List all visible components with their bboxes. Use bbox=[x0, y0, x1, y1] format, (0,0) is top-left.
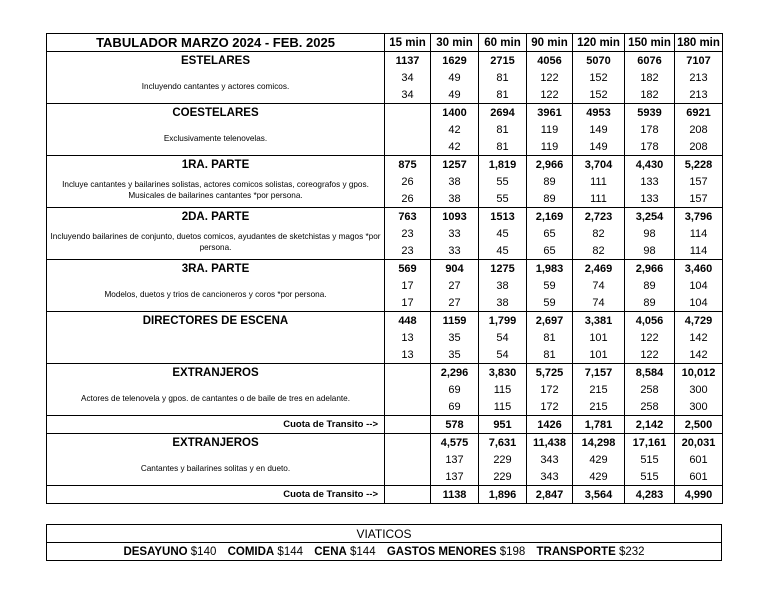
category-name: 1RA. PARTE bbox=[47, 156, 385, 174]
cuota-row bbox=[47, 486, 723, 504]
cuota-cell: 1138 bbox=[431, 486, 479, 504]
rate-cell: 5939 bbox=[625, 104, 675, 122]
table-row bbox=[47, 156, 723, 174]
rate-cell: 111 bbox=[573, 190, 625, 208]
rate-cell: 122 bbox=[625, 329, 675, 346]
rate-cell: 1,799 bbox=[479, 312, 527, 330]
cuota-cell bbox=[385, 486, 431, 504]
cuota-cell bbox=[385, 416, 431, 434]
duration-header: 30 min bbox=[431, 34, 479, 52]
table-row bbox=[47, 173, 723, 190]
rate-cell: 515 bbox=[625, 451, 675, 468]
rate-cell: 119 bbox=[527, 121, 573, 138]
rate-cell: 49 bbox=[431, 69, 479, 86]
rate-cell bbox=[385, 364, 431, 382]
viatico-amount: $232 bbox=[618, 545, 645, 558]
category-name: 2DA. PARTE bbox=[47, 208, 385, 226]
rate-cell: 4953 bbox=[573, 104, 625, 122]
header-row bbox=[47, 34, 723, 52]
cuota-cell: 2,142 bbox=[625, 416, 675, 434]
rate-cell: 2715 bbox=[479, 52, 527, 70]
rate-cell: 1257 bbox=[431, 156, 479, 174]
viaticos-table bbox=[46, 524, 722, 561]
rate-cell: 23 bbox=[385, 242, 431, 260]
rate-cell: 300 bbox=[675, 381, 723, 398]
rate-cell: 213 bbox=[675, 86, 723, 104]
rate-cell: 81 bbox=[479, 121, 527, 138]
table-row bbox=[47, 121, 723, 138]
rate-cell: 38 bbox=[479, 277, 527, 294]
table-row bbox=[47, 260, 723, 278]
rate-cell: 89 bbox=[527, 190, 573, 208]
rate-cell: 569 bbox=[385, 260, 431, 278]
rate-cell: 2,966 bbox=[527, 156, 573, 174]
rate-cell: 208 bbox=[675, 121, 723, 138]
rate-cell: 122 bbox=[625, 346, 675, 364]
category-description: Cantantes y bailarines solitas y en dueto. bbox=[47, 451, 385, 486]
category-name: EXTRANJEROS bbox=[47, 434, 385, 452]
rate-cell: 213 bbox=[675, 69, 723, 86]
table-row bbox=[47, 69, 723, 86]
rate-cell bbox=[385, 398, 431, 416]
cuota-cell: 3,564 bbox=[573, 486, 625, 504]
rate-cell: 17,161 bbox=[625, 434, 675, 452]
rate-cell: 111 bbox=[573, 173, 625, 190]
rate-cell: 3,381 bbox=[573, 312, 625, 330]
rate-cell: 137 bbox=[431, 451, 479, 468]
category-description: Incluyendo cantantes y actores comicos. bbox=[47, 69, 385, 104]
rate-cell: 343 bbox=[527, 468, 573, 486]
rate-cell bbox=[385, 381, 431, 398]
rate-cell: 1275 bbox=[479, 260, 527, 278]
rate-cell: 182 bbox=[625, 69, 675, 86]
cuota-cell: 4,283 bbox=[625, 486, 675, 504]
category-name: DIRECTORES DE ESCENA bbox=[47, 312, 385, 330]
rate-cell: 2,697 bbox=[527, 312, 573, 330]
cuota-label: Cuota de Transito --> bbox=[47, 486, 385, 504]
cuota-row bbox=[47, 416, 723, 434]
viatico-label: GASTOS MENORES bbox=[386, 545, 497, 558]
rate-cell: 448 bbox=[385, 312, 431, 330]
table-row bbox=[47, 434, 723, 452]
cuota-label: Cuota de Transito --> bbox=[47, 416, 385, 434]
rate-cell: 55 bbox=[479, 173, 527, 190]
rates-table bbox=[46, 33, 723, 504]
rate-cell: 114 bbox=[675, 225, 723, 242]
category-description bbox=[47, 329, 385, 364]
rate-cell: 81 bbox=[479, 138, 527, 156]
rate-cell: 98 bbox=[625, 242, 675, 260]
duration-header: 150 min bbox=[625, 34, 675, 52]
rate-cell bbox=[385, 434, 431, 452]
viatico-label: COMIDA bbox=[227, 545, 275, 558]
rate-cell: 59 bbox=[527, 277, 573, 294]
rate-cell: 104 bbox=[675, 294, 723, 312]
category-name: EXTRANJEROS bbox=[47, 364, 385, 382]
rate-cell: 2,966 bbox=[625, 260, 675, 278]
cuota-cell: 1426 bbox=[527, 416, 573, 434]
rate-cell: 104 bbox=[675, 277, 723, 294]
rate-cell: 4056 bbox=[527, 52, 573, 70]
rate-cell: 59 bbox=[527, 294, 573, 312]
table-title: TABULADOR MARZO 2024 - FEB. 2025 bbox=[47, 34, 385, 52]
cuota-cell: 1,781 bbox=[573, 416, 625, 434]
cuota-cell: 578 bbox=[431, 416, 479, 434]
viatico-label: CENA bbox=[314, 545, 347, 558]
rate-cell: 26 bbox=[385, 190, 431, 208]
rate-cell: 69 bbox=[431, 398, 479, 416]
rate-cell: 13 bbox=[385, 346, 431, 364]
rate-cell: 172 bbox=[527, 398, 573, 416]
rate-cell: 178 bbox=[625, 138, 675, 156]
rate-cell: 81 bbox=[527, 329, 573, 346]
rate-cell: 26 bbox=[385, 173, 431, 190]
rate-cell: 17 bbox=[385, 277, 431, 294]
rate-cell: 763 bbox=[385, 208, 431, 226]
rate-cell: 38 bbox=[479, 294, 527, 312]
rate-cell bbox=[385, 451, 431, 468]
rate-cell: 2,723 bbox=[573, 208, 625, 226]
cuota-cell: 2,847 bbox=[527, 486, 573, 504]
cuota-cell: 1,896 bbox=[479, 486, 527, 504]
rate-cell: 33 bbox=[431, 242, 479, 260]
rate-cell: 2,169 bbox=[527, 208, 573, 226]
rate-cell: 133 bbox=[625, 190, 675, 208]
duration-header: 60 min bbox=[479, 34, 527, 52]
rate-cell: 6076 bbox=[625, 52, 675, 70]
rate-cell: 300 bbox=[675, 398, 723, 416]
rate-cell: 89 bbox=[625, 294, 675, 312]
rate-cell: 1629 bbox=[431, 52, 479, 70]
rate-cell: 82 bbox=[573, 225, 625, 242]
rate-cell: 38 bbox=[431, 173, 479, 190]
rate-cell: 74 bbox=[573, 277, 625, 294]
rate-cell: 1,983 bbox=[527, 260, 573, 278]
category-description: Exclusivamente telenovelas. bbox=[47, 121, 385, 156]
rate-cell: 601 bbox=[675, 451, 723, 468]
rate-cell: 98 bbox=[625, 225, 675, 242]
rate-cell: 14,298 bbox=[573, 434, 625, 452]
rate-cell: 89 bbox=[527, 173, 573, 190]
table-row bbox=[47, 225, 723, 242]
viatico-label: TRANSPORTE bbox=[536, 545, 616, 558]
category-description: Incluyendo bailarines de conjunto, duetos comicos, ayudantes de sketchistas y magos *por persona. bbox=[47, 225, 385, 260]
rate-cell: 81 bbox=[479, 69, 527, 86]
rate-cell: 122 bbox=[527, 86, 573, 104]
category-name: ESTELARES bbox=[47, 52, 385, 70]
duration-header: 15 min bbox=[385, 34, 431, 52]
table-row bbox=[47, 52, 723, 70]
rate-cell: 54 bbox=[479, 346, 527, 364]
rate-cell: 13 bbox=[385, 329, 431, 346]
category-description: Modelos, duetos y trios de cancioneros y coros *por persona. bbox=[47, 277, 385, 312]
rate-cell: 55 bbox=[479, 190, 527, 208]
category-name: 3RA. PARTE bbox=[47, 260, 385, 278]
rate-cell: 114 bbox=[675, 242, 723, 260]
duration-header: 180 min bbox=[675, 34, 723, 52]
rate-cell: 3,796 bbox=[675, 208, 723, 226]
rate-cell: 258 bbox=[625, 381, 675, 398]
table-row bbox=[47, 208, 723, 226]
rate-cell: 2694 bbox=[479, 104, 527, 122]
rate-cell: 1400 bbox=[431, 104, 479, 122]
rate-cell: 89 bbox=[625, 277, 675, 294]
rate-cell: 7,631 bbox=[479, 434, 527, 452]
rate-cell: 429 bbox=[573, 468, 625, 486]
rate-cell: 215 bbox=[573, 381, 625, 398]
rate-cell: 115 bbox=[479, 381, 527, 398]
rate-cell: 2,296 bbox=[431, 364, 479, 382]
rate-cell: 3,830 bbox=[479, 364, 527, 382]
rate-cell: 172 bbox=[527, 381, 573, 398]
rate-cell: 215 bbox=[573, 398, 625, 416]
rate-cell: 3961 bbox=[527, 104, 573, 122]
rate-cell: 45 bbox=[479, 225, 527, 242]
rate-cell: 229 bbox=[479, 451, 527, 468]
table-row bbox=[47, 451, 723, 468]
rate-cell: 2,469 bbox=[573, 260, 625, 278]
rate-cell: 65 bbox=[527, 242, 573, 260]
rate-cell: 11,438 bbox=[527, 434, 573, 452]
rate-cell: 149 bbox=[573, 121, 625, 138]
rate-cell: 904 bbox=[431, 260, 479, 278]
rate-cell: 1093 bbox=[431, 208, 479, 226]
rate-cell bbox=[385, 468, 431, 486]
rate-cell: 429 bbox=[573, 451, 625, 468]
viatico-label: DESAYUNO bbox=[123, 545, 188, 558]
rate-cell: 38 bbox=[431, 190, 479, 208]
viaticos-items bbox=[47, 543, 722, 561]
duration-header: 120 min bbox=[573, 34, 625, 52]
rate-cell: 65 bbox=[527, 225, 573, 242]
rate-cell: 1,819 bbox=[479, 156, 527, 174]
rate-cell: 7107 bbox=[675, 52, 723, 70]
rate-cell: 4,430 bbox=[625, 156, 675, 174]
rate-cell: 33 bbox=[431, 225, 479, 242]
rate-cell: 5,228 bbox=[675, 156, 723, 174]
rate-cell bbox=[385, 121, 431, 138]
viaticos-title: VIATICOS bbox=[47, 525, 722, 543]
cuota-cell: 951 bbox=[479, 416, 527, 434]
category-name: COESTELARES bbox=[47, 104, 385, 122]
rate-cell: 601 bbox=[675, 468, 723, 486]
rate-cell: 35 bbox=[431, 346, 479, 364]
rate-cell: 17 bbox=[385, 294, 431, 312]
viatico-amount: $144 bbox=[277, 545, 304, 558]
viatico-amount: $140 bbox=[190, 545, 217, 558]
rate-cell: 122 bbox=[527, 69, 573, 86]
rate-cell: 8,584 bbox=[625, 364, 675, 382]
viatico-amount: $198 bbox=[499, 545, 526, 558]
rate-cell: 875 bbox=[385, 156, 431, 174]
table-row bbox=[47, 312, 723, 330]
rate-cell: 157 bbox=[675, 173, 723, 190]
rate-cell: 142 bbox=[675, 346, 723, 364]
rate-cell: 142 bbox=[675, 329, 723, 346]
rate-cell: 42 bbox=[431, 138, 479, 156]
rate-cell: 152 bbox=[573, 86, 625, 104]
rate-cell: 178 bbox=[625, 121, 675, 138]
rate-cell: 54 bbox=[479, 329, 527, 346]
rate-cell: 152 bbox=[573, 69, 625, 86]
rate-cell: 6921 bbox=[675, 104, 723, 122]
rate-cell: 27 bbox=[431, 277, 479, 294]
rate-cell: 34 bbox=[385, 69, 431, 86]
rate-cell bbox=[385, 138, 431, 156]
rate-cell: 42 bbox=[431, 121, 479, 138]
rate-cell: 7,157 bbox=[573, 364, 625, 382]
rate-cell: 101 bbox=[573, 329, 625, 346]
table-row bbox=[47, 329, 723, 346]
rate-cell: 258 bbox=[625, 398, 675, 416]
rate-cell: 5,725 bbox=[527, 364, 573, 382]
rate-cell: 137 bbox=[431, 468, 479, 486]
rate-cell: 82 bbox=[573, 242, 625, 260]
rate-cell: 149 bbox=[573, 138, 625, 156]
rate-cell: 20,031 bbox=[675, 434, 723, 452]
table-row bbox=[47, 381, 723, 398]
rate-cell: 343 bbox=[527, 451, 573, 468]
rate-cell: 1513 bbox=[479, 208, 527, 226]
rate-cell: 35 bbox=[431, 329, 479, 346]
rate-cell: 81 bbox=[479, 86, 527, 104]
viatico-amount: $144 bbox=[350, 545, 376, 558]
table-row bbox=[47, 364, 723, 382]
rate-cell: 515 bbox=[625, 468, 675, 486]
rate-cell: 1159 bbox=[431, 312, 479, 330]
rate-cell: 69 bbox=[431, 381, 479, 398]
rate-cell: 3,704 bbox=[573, 156, 625, 174]
rate-cell: 1137 bbox=[385, 52, 431, 70]
cuota-cell: 4,990 bbox=[675, 486, 723, 504]
cuota-cell: 2,500 bbox=[675, 416, 723, 434]
rate-cell: 4,575 bbox=[431, 434, 479, 452]
table-row bbox=[47, 277, 723, 294]
rate-cell: 10,012 bbox=[675, 364, 723, 382]
rate-cell: 101 bbox=[573, 346, 625, 364]
rate-cell bbox=[385, 104, 431, 122]
rate-cell: 74 bbox=[573, 294, 625, 312]
rate-cell: 81 bbox=[527, 346, 573, 364]
rate-cell: 3,460 bbox=[675, 260, 723, 278]
rate-cell: 115 bbox=[479, 398, 527, 416]
rate-cell: 34 bbox=[385, 86, 431, 104]
rate-cell: 133 bbox=[625, 173, 675, 190]
rate-cell: 45 bbox=[479, 242, 527, 260]
rate-cell: 49 bbox=[431, 86, 479, 104]
category-description: Incluye cantantes y bailarines solistas, actores comicos solistas, coreografos y gpos. Musicales de bailarines cantantes *por persona. bbox=[47, 173, 385, 208]
rate-cell: 229 bbox=[479, 468, 527, 486]
rate-cell: 3,254 bbox=[625, 208, 675, 226]
rate-cell: 27 bbox=[431, 294, 479, 312]
rate-cell: 4,056 bbox=[625, 312, 675, 330]
rate-cell: 182 bbox=[625, 86, 675, 104]
rate-cell: 5070 bbox=[573, 52, 625, 70]
rate-cell: 208 bbox=[675, 138, 723, 156]
rate-cell: 23 bbox=[385, 225, 431, 242]
duration-header: 90 min bbox=[527, 34, 573, 52]
category-description: Actores de telenovela y gpos. de cantantes o de baile de tres en adelante. bbox=[47, 381, 385, 416]
rate-cell: 4,729 bbox=[675, 312, 723, 330]
rate-cell: 119 bbox=[527, 138, 573, 156]
table-row bbox=[47, 104, 723, 122]
rate-cell: 157 bbox=[675, 190, 723, 208]
